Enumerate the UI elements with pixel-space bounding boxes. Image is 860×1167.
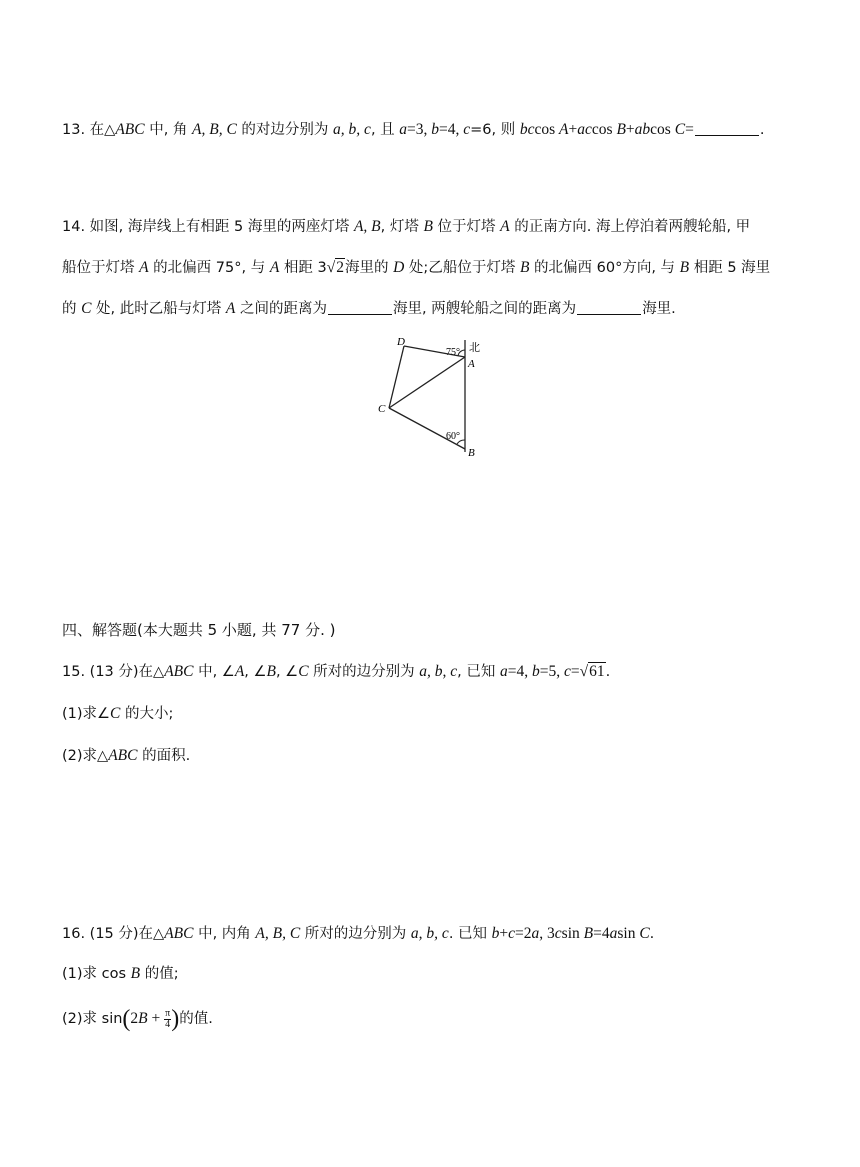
label-D: D [397,336,405,348]
question-14-line-3: 的 C 处, 此时乙船与灯塔 A 之间的距离为 海里, 两艘轮船之间的距离为 海里. [62,300,676,317]
section-title: 四、解答题(本大题共 5 小题, 共 77 分. ) [62,621,336,639]
question-14-line-2: 船位于灯塔 A 的北偏西 75°, 与 A 相距 3√2海里的 D 处;乙船位于灯塔 B 的北偏西 60°方向, 与 B 相距 5 海里 [62,259,771,276]
segment-CB [389,408,465,449]
label-north: 北 [469,341,480,354]
q13-number: 13. [62,122,86,138]
label-B: B [468,447,475,459]
label-A: A [468,358,475,370]
question-15-part-2: (2)求△ABC 的面积. [62,747,191,764]
question-15-part-1: (1)求∠C 的大小; [62,705,174,722]
sqrt-expression: √2 [326,259,345,276]
sqrt-61: √61 [579,663,605,680]
label-C: C [378,403,386,415]
question-15: 15. (13 分)在△ABC 中, ∠A, ∠B, ∠C 所对的边分别为 a, b, c, 已知 a=4, b=5, c=√61. [62,663,611,680]
fraction-pi-over-4: $\frac{\pi}{4}$ [165,1007,171,1030]
question-16: 16. (15 分)在△ABC 中, 内角 A, B, C 所对的边分别为 a, b, c. 已知 b+c=2a, 3csin B=4asin C. [62,925,655,942]
angle-label-60: 60° [446,431,460,442]
angle-label-75: 75° [446,347,460,358]
lighthouse-diagram [370,332,490,462]
segment-CA [389,357,465,408]
question-16-part-1: (1)求 cos B 的值; [62,965,179,982]
question-16-part-2: (2)求 sin(2B + $\frac{\pi}{4}$ )的值. [62,1006,213,1032]
question-13: 13. 在△ABC 中, 角 A, B, C 的对边分别为 a, b, c, 且 a=3, b=4, c=6, 则 bccos A+accos B+abcos C= . [62,121,765,138]
question-14-line-1: 14. 如图, 海岸线上有相距 5 海里的两座灯塔 A, B, 灯塔 B 位于灯塔 A 的正南方向. 海上停泊着两艘轮船, 甲 [62,218,751,235]
q14-answer-blank-2[interactable] [577,300,641,315]
q14-answer-blank-1[interactable] [328,300,392,315]
q13-answer-blank[interactable] [695,121,759,136]
